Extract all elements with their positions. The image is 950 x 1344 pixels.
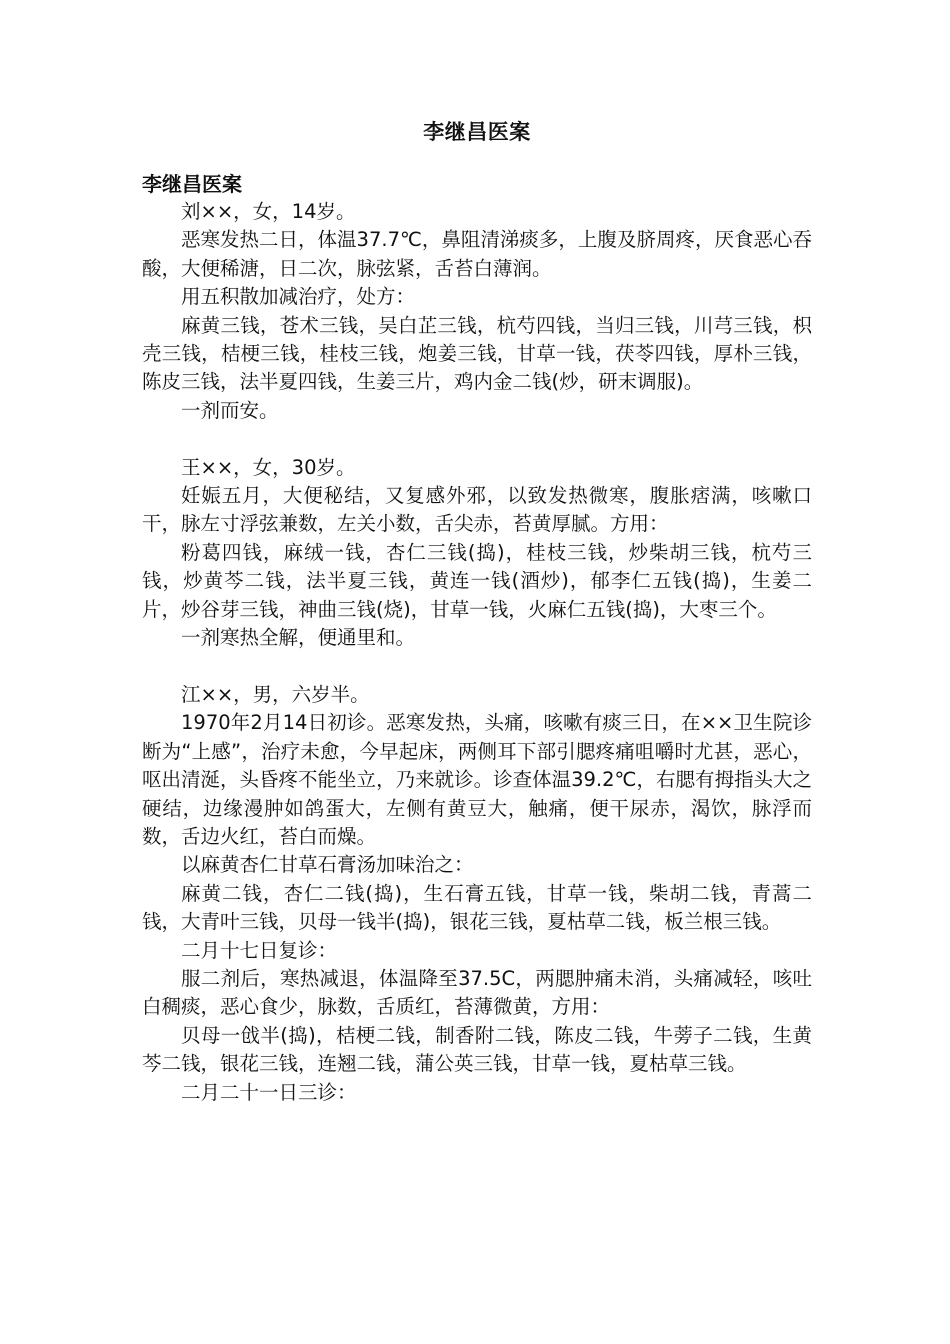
section-title: 李继昌医案 — [142, 172, 242, 196]
case-3-prescription-1: 麻黄二钱，杏仁二钱(捣)，生石膏五钱，甘草一钱，柴胡二钱，青蒿二钱，大青叶三钱，贝母一钱半(捣)，银花三钱，夏枯草二钱，板兰根三钱。 — [142, 881, 812, 934]
case-3-third-visit-heading: 二月二十一日三诊： — [181, 1080, 357, 1104]
case-1 — [142, 198, 812, 425]
document-title: 李继昌医案 — [423, 120, 531, 144]
case-3-patient: 江××，男，六岁半。 — [181, 682, 370, 706]
case-2-outcome: 一剂寒热全解，便通里和。 — [181, 626, 416, 650]
case-3-prescription-2: 贝母一戗半(捣)，桔梗二钱，制香附二钱，陈皮二钱，牛蒡子二钱，生黄芩二钱，银花三钱，连翘二钱，蒲公英三钱，甘草一钱，夏枯草三钱。 — [142, 1023, 812, 1076]
case-3 — [142, 681, 812, 1107]
case-1-symptoms: 恶寒发热二日，体温37.7℃，鼻阻清涕痰多，上腹及脐周疼，厌食恶心吞酸，大便稀溏，日二次，脉弦紧，舌苔白薄润。 — [142, 228, 812, 280]
case-3-second-visit-heading: 二月十七日复诊： — [181, 938, 338, 962]
case-1-treatment-intro: 用五积散加减治疗，处方： — [181, 285, 416, 309]
case-1-patient: 刘××，女，14岁。 — [181, 200, 356, 223]
case-2-prescription: 粉葛四钱，麻绒一钱，杏仁三钱(捣)，桂枝三钱，炒柴胡三钱，杭芍三钱，炒黄芩二钱，法半夏三钱，黄连一钱(酒炒)，郁李仁五钱(捣)，生姜二片，炒谷芽三钱，神曲三钱(烧)，甘草一钱，火麻仁五钱(捣)，大枣三个。 — [142, 540, 812, 621]
case-separator — [142, 425, 812, 453]
case-1-prescription: 麻黄三钱，苍术三钱，吴白芷三钱，杭芍四钱，当归三钱，川芎三钱，枳壳三钱，桔梗三钱，桂枝三钱，炮姜三钱，甘草一钱，茯苓四钱，厚朴三钱，陈皮三钱，法半夏四钱，生姜三片，鸡内金二钱(炒，研末调服)。 — [142, 313, 812, 394]
case-2 — [142, 454, 812, 653]
case-2-patient: 王××，女，30岁。 — [181, 455, 356, 479]
case-2-symptoms: 妊娠五月，大便秘结，又复感外邪，以致发热微寒，腹胀痞满，咳嗽口干，脉左寸浮弦兼数，左关小数，舌尖赤，苔黄厚腻。方用： — [142, 484, 812, 536]
case-separator — [142, 652, 812, 680]
case-3-first-visit: 1970年2月14日初诊。恶寒发热，头痛，咳嗽有痰三日，在××卫生院诊断为“上感”，治疗未愈，今早起床，两侧耳下部引腮疼痛咀嚼时尤甚，恶心，呕出清涎，头昏疼不能坐立，乃来就诊。诊查体温39.2℃，右腮有拇指头大之硬结，边缘漫肿如鸽蛋大，左侧有黄豆大，触痛，便干尿赤，渴饮，脉浮而数，舌边火红，苔白而燥。 — [142, 711, 812, 848]
case-1-outcome: 一剂而安。 — [181, 398, 279, 422]
case-3-second-visit: 服二剂后，寒热减退，体温降至37.5C，两腮肿痛未消，头痛减轻，咳吐白稠痰，恶心食少，脉数，舌质红，苔薄微黄，方用： — [142, 966, 812, 1019]
case-3-treatment-intro: 以麻黄杏仁甘草石膏汤加味治之： — [181, 853, 474, 877]
